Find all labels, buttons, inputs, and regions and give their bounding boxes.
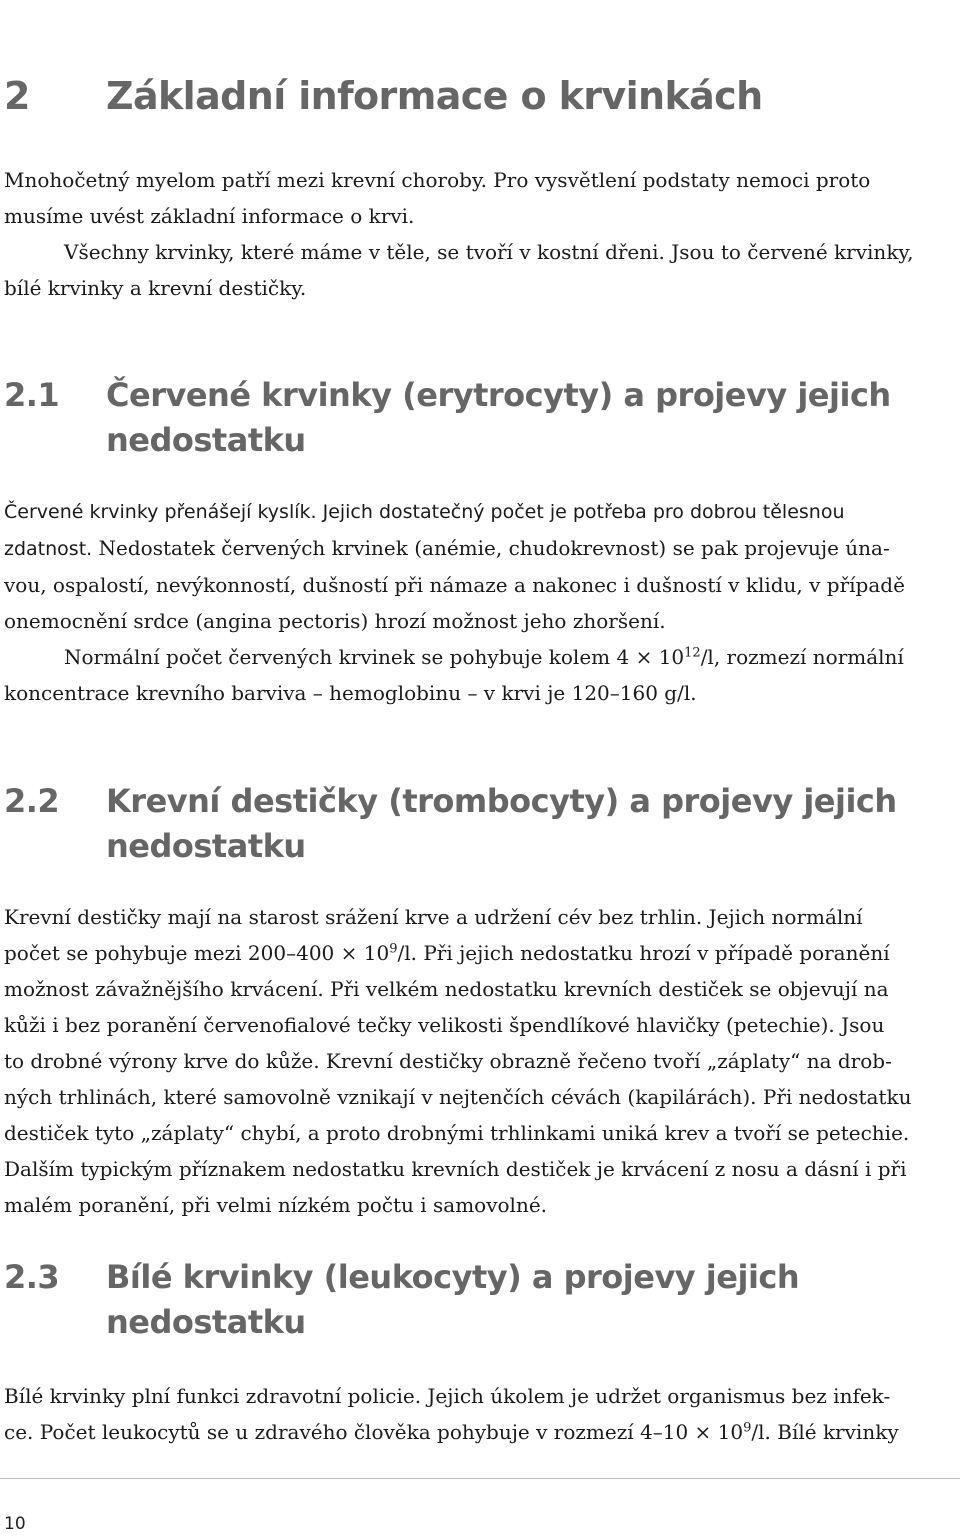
text-line: destiček tyto „záplaty“ chybí, a proto drobnými trhlinkami uniká krev a tvoří se petechie. [4, 1121, 910, 1145]
chapter-heading [4, 74, 763, 118]
text-fragment: ce. Počet leukocytů se u zdravého člověka pohybuje v rozmezí 4–10 × 10 [4, 1420, 744, 1444]
text-line: vou, ospalostí, nevýkonností, dušností při námaze a nakonec i dušností v klidu, v případě [4, 573, 905, 597]
page-number: 10 [4, 1514, 26, 1534]
text-fragment: Nedostatek červených krvinek (anémie, chudokrevnost) se pak projevuje úna- [98, 536, 890, 560]
section-title-line: nedostatku [106, 421, 306, 459]
text-line: Červené krvinky přenášejí kyslík. Jejich dostatečný počet je potřeba pro dobrou tělesnou [4, 501, 845, 523]
section-title-line: Krevní destičky (trombocyty) a projevy jejich [106, 782, 897, 820]
text-line [4, 639, 958, 675]
text-line: ných trhlinách, které samovolně vznikají v nejtenčích cévách (kapilárách). Při nedostatku [4, 1085, 912, 1109]
text-line: onemocnění srdce (angina pectoris) hrozí možnost jeho zhoršení. [4, 609, 666, 633]
paragraph-2-3 [4, 1378, 958, 1450]
text-line: Všechny krvinky, které máme v těle, se tvoří v kostní dřeni. Jsou to červené krvinky, [64, 240, 914, 264]
text-line [4, 935, 958, 971]
text-line: musíme uvést základní informace o krvi. [4, 204, 415, 228]
text-line: Krevní destičky mají na starost srážení krve a udržení cév bez trhlin. Jejich normální [4, 905, 863, 929]
text-line: bílé krvinky a krevní destičky. [4, 276, 307, 300]
text-fragment: zdatnost. [4, 538, 93, 560]
intro-paragraph [4, 162, 958, 306]
chapter-number: 2 [4, 74, 30, 118]
section-number: 2.2 [4, 782, 60, 820]
section-number: 2.1 [4, 376, 60, 414]
section-heading-2-2 [4, 779, 906, 869]
section-heading-2-1 [4, 373, 906, 463]
text-line: koncentrace krevního barviva – hemoglobinu – v krvi je 120–160 g/l. [4, 681, 697, 705]
exponent: 9 [743, 1420, 752, 1436]
text-line: malém poranění, při velmi nízkém počtu i samovolné. [4, 1193, 548, 1217]
text-fragment: /l. Bílé krvinky [751, 1420, 899, 1444]
section-title-line: nedostatku [106, 827, 306, 865]
footer-divider [0, 1478, 960, 1479]
text-fragment: /l, rozmezí normální [700, 645, 904, 669]
text-fragment: Normální počet červených krvinek se pohybuje kolem 4 × 10 [64, 645, 685, 669]
section-title-line: nedostatku [106, 1303, 306, 1341]
paragraph-2-1 [4, 494, 958, 711]
text-line: to drobné výrony krve do kůže. Krevní destičky obrazně řečeno tvoří „záplaty“ na drob- [4, 1049, 892, 1073]
text-fragment: /l. Při jejich nedostatku hrozí v případě poranění [397, 941, 890, 965]
section-title-line: Červené krvinky (erytrocyty) a projevy jejich [106, 376, 891, 414]
text-line: Bílé krvinky plní funkci zdravotní policie. Jejich úkolem je udržet organismus bez infek- [4, 1384, 891, 1408]
text-line: Dalším typickým příznakem nedostatku krevních destiček je krvácení z nosu a dásní i při [4, 1157, 907, 1181]
text-fragment: počet se pohybuje mezi 200–400 × 10 [4, 941, 390, 965]
text-line [4, 530, 958, 567]
text-line: kůži i bez poranění červenofialové tečky velikosti špendlíkové hlavičky (petechie). Jsou [4, 1013, 885, 1037]
section-number: 2.3 [4, 1258, 60, 1296]
exponent: 12 [684, 645, 701, 661]
chapter-title: Základní informace o krvinkách [106, 74, 763, 118]
text-line: Mnohočetný myelom patří mezi krevní choroby. Pro vysvětlení podstaty nemoci proto [4, 168, 871, 192]
text-line: možnost závažnějšího krvácení. Při velkém nedostatku krevních destiček se objevují na [4, 977, 889, 1001]
paragraph-2-2 [4, 899, 958, 1223]
text-line [4, 1414, 958, 1450]
section-title-line: Bílé krvinky (leukocyty) a projevy jejich [106, 1258, 800, 1296]
section-heading-2-3 [4, 1255, 906, 1345]
exponent: 9 [389, 941, 398, 957]
